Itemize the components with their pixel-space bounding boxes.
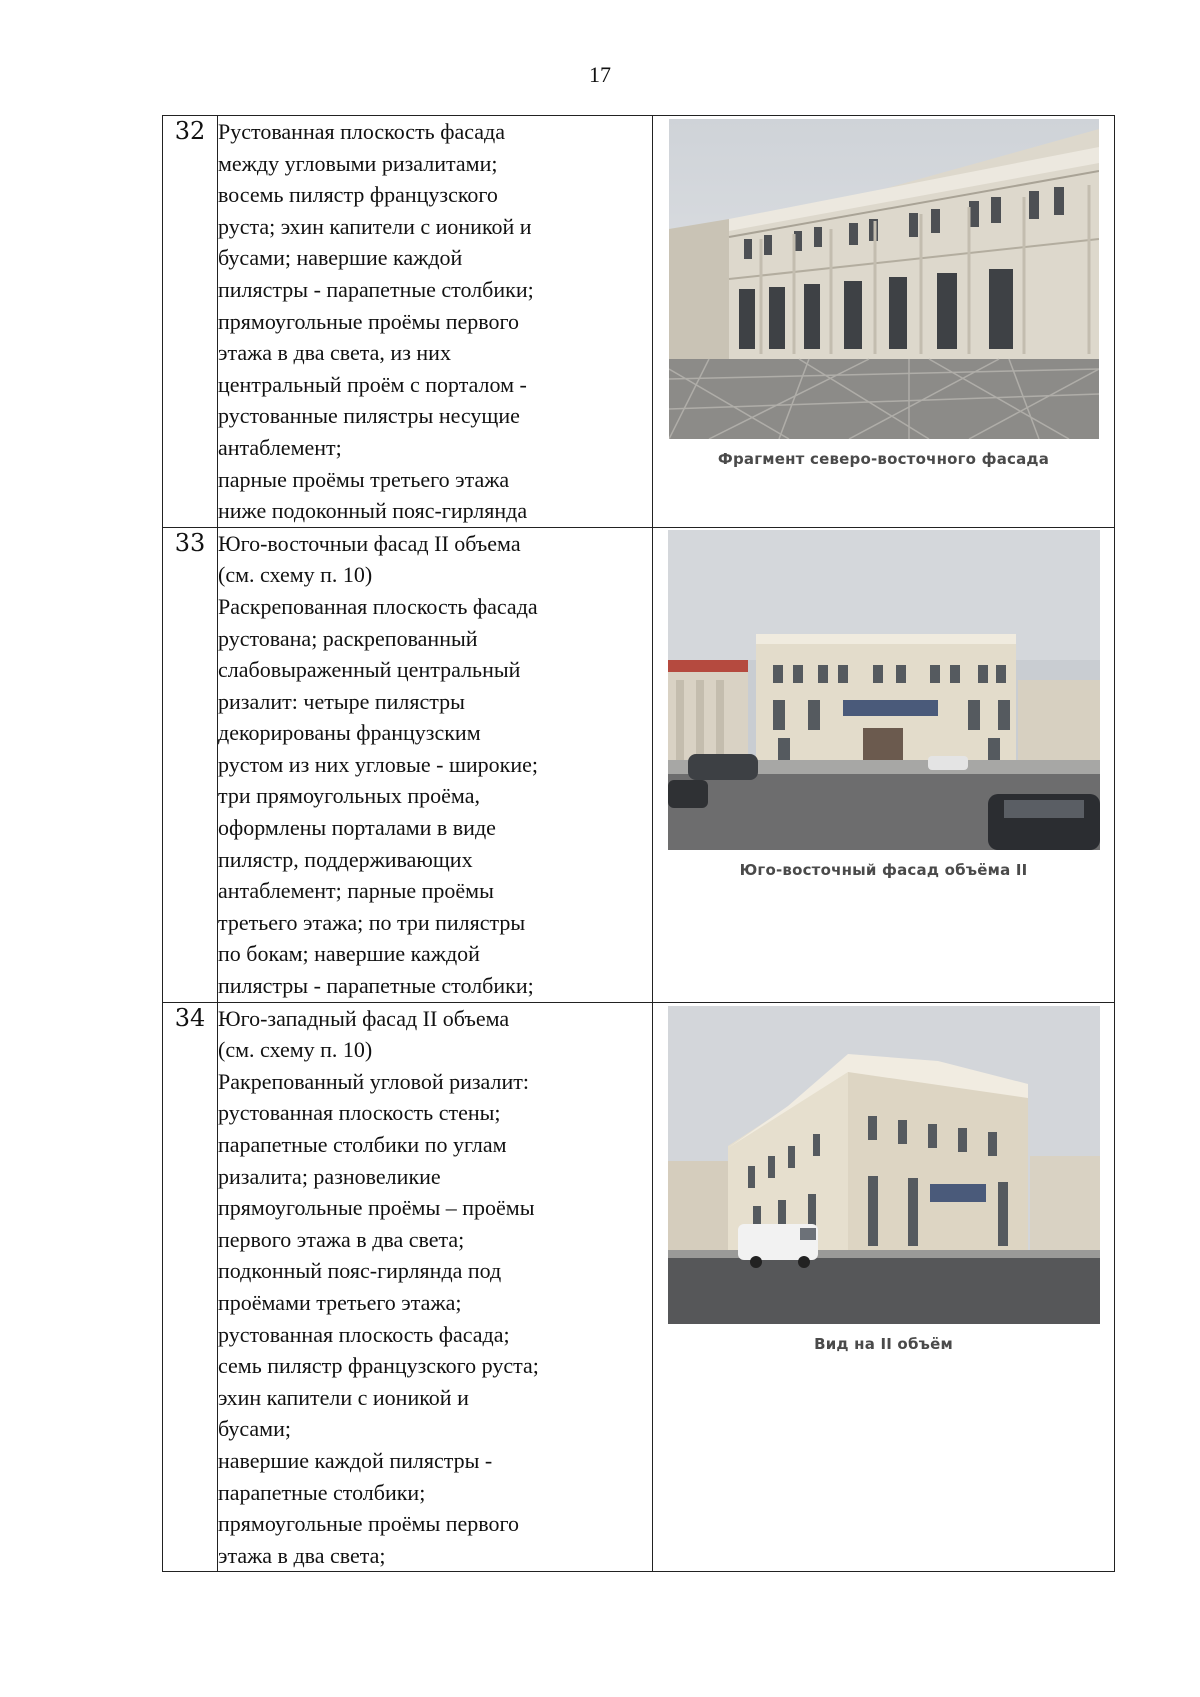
row-number: 33 [163, 527, 218, 1002]
row-number: 32 [163, 116, 218, 528]
photo-caption: Фрагмент северо-восточного фасада [717, 450, 1050, 468]
row-number: 34 [163, 1002, 218, 1572]
photo-cell [653, 527, 1115, 1002]
photo-cell [653, 116, 1115, 528]
page-number: 17 [589, 62, 611, 87]
facade-photo [669, 119, 1099, 439]
table-row [163, 116, 1115, 528]
photo-caption: Юго-восточный фасад объёма II [739, 860, 1028, 879]
table-row [163, 1002, 1115, 1572]
row-description: Юго-восточныи фасад II объема (см. схему п. 10) Раскрепованная плоскость фасада рустована; раскрепованный слабовыраженный центральный ризалит: четыре пилястры декорированы французским рустом из них угловые - широкие; три прямоугольных проёма, оформлены порталами в виде пилястр, поддерживающих антаблемент; парные проёмы третьего этажа; по три пилястры по бокам; навершие каждой пилястры - парапетные столбики; [218, 527, 653, 1002]
facade-photo [668, 530, 1100, 850]
photo-caption: Вид на II объём [814, 1334, 953, 1353]
elements-table [162, 115, 1115, 1572]
facade-photo [668, 1006, 1100, 1324]
table-row [163, 527, 1115, 1002]
row-description: Юго-западный фасад II объема (см. схему п. 10) Ракрепованный угловой ризалит: рустованная плоскость стены; парапетные столбики по углам ризалита; разновеликие прямоугольные проёмы – проёмы первого этажа в два света; подконный пояс-гирлянда под проёмами третьего этажа; рустованная плоскость фасада; семь пилястр французского руста; эхин капители с ионикой и бусами; навершие каждой пилястры - парапетные столбики; прямоугольные проёмы первого этажа в два света; [218, 1002, 653, 1572]
photo-cell [653, 1002, 1115, 1572]
row-description: Рустованная плоскость фасада между угловыми ризалитами; восемь пилястр французского руста; эхин капители с ионикой и бусами; навершие каждой пилястры - парапетные столбики; прямоугольные проёмы первого этажа в два света, из них центральный проём с порталом - рустованные пилястры несущие антаблемент; парные проёмы третьего этажа ниже подоконный пояс-гирлянда [218, 116, 653, 528]
